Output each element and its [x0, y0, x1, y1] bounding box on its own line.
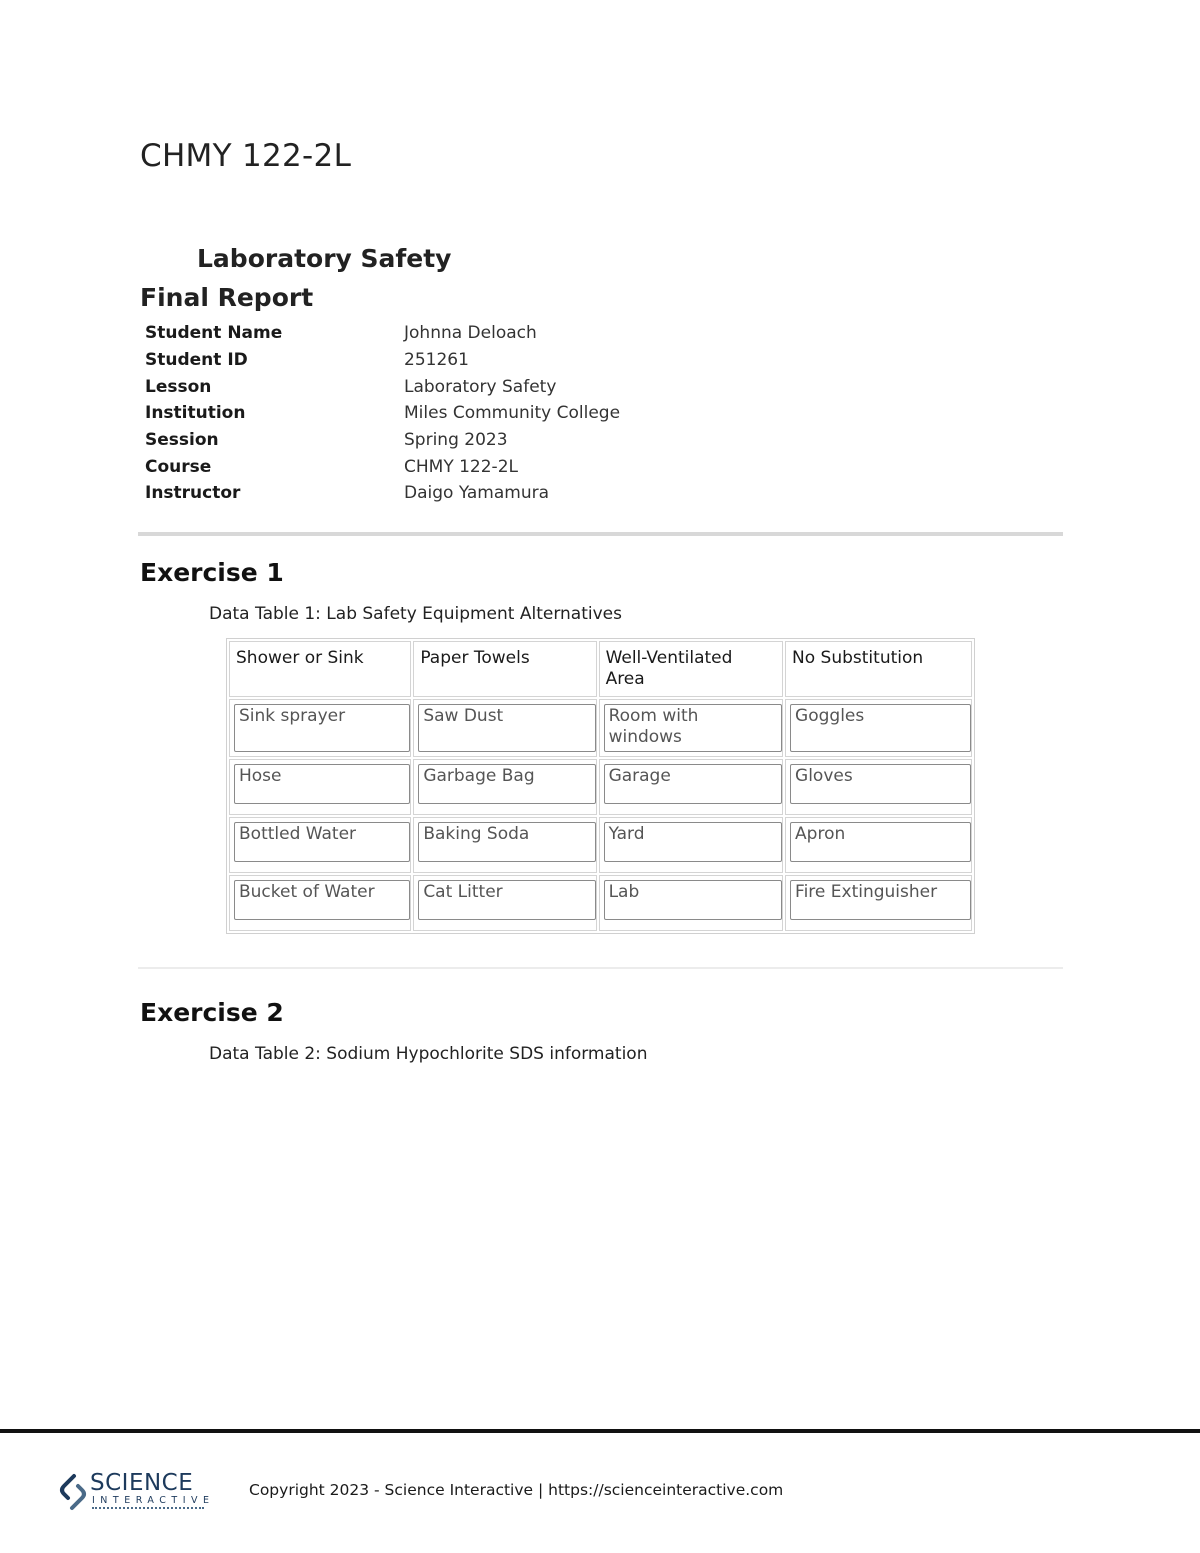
table-header-row	[229, 641, 972, 697]
info-row	[145, 453, 620, 480]
answer-field[interactable]: Garage	[604, 764, 782, 804]
table-cell	[599, 875, 783, 931]
table-cell	[229, 699, 411, 757]
exercise-1-title: Exercise 1	[140, 558, 284, 587]
info-label: Student ID	[145, 350, 248, 371]
table-cell	[229, 875, 411, 931]
logo-wordmark: SCIENCE	[90, 1470, 194, 1496]
table-cell	[599, 759, 783, 815]
section-divider	[138, 967, 1063, 969]
table-cell	[599, 699, 783, 757]
answer-field[interactable]: Cat Litter	[418, 880, 595, 920]
logo-subtitle: INTERACTIVE	[92, 1495, 215, 1506]
column-header: No Substitution	[785, 641, 972, 697]
answer-field[interactable]: Sink sprayer	[234, 704, 410, 752]
answer-field[interactable]: Room with windows	[604, 704, 782, 752]
answer-field[interactable]: Gloves	[790, 764, 971, 804]
logo-tagline	[92, 1507, 204, 1512]
lesson-title: Laboratory Safety	[197, 244, 452, 273]
report-title: Final Report	[140, 283, 314, 312]
answer-field[interactable]: Bottled Water	[234, 822, 410, 862]
table-row	[229, 699, 972, 757]
data-table-2-caption: Data Table 2: Sodium Hypochlorite SDS information	[209, 1044, 648, 1064]
answer-field[interactable]: Yard	[604, 822, 782, 862]
table-cell	[785, 759, 972, 815]
info-row	[145, 373, 620, 400]
footer-divider	[0, 1429, 1200, 1433]
answer-field[interactable]: Apron	[790, 822, 971, 862]
answer-field[interactable]: Hose	[234, 764, 410, 804]
info-label: Institution	[145, 403, 246, 424]
answer-field[interactable]: Saw Dust	[418, 704, 595, 752]
info-label: Session	[145, 430, 219, 451]
info-value: CHMY 122-2L	[404, 456, 518, 477]
copyright-text: Copyright 2023 - Science Interactive | https://scienceinteractive.com	[249, 1481, 784, 1499]
column-header: Paper Towels	[413, 641, 596, 697]
table-cell	[785, 817, 972, 873]
answer-field[interactable]: Bucket of Water	[234, 880, 410, 920]
table-cell	[785, 699, 972, 757]
table-cell	[229, 817, 411, 873]
answer-field[interactable]: Fire Extinguisher	[790, 880, 971, 920]
answer-field[interactable]: Lab	[604, 880, 782, 920]
data-table-1-caption: Data Table 1: Lab Safety Equipment Alternatives	[209, 604, 622, 624]
table-row	[229, 875, 972, 931]
science-interactive-logo	[58, 1470, 215, 1514]
info-row	[145, 400, 620, 427]
info-row	[145, 320, 620, 347]
info-row	[145, 347, 620, 374]
student-info-table	[145, 320, 620, 507]
info-value: Daigo Yamamura	[404, 483, 550, 504]
column-header: Well-Ventilated Area	[599, 641, 783, 697]
table-cell	[785, 875, 972, 931]
info-label: Student Name	[145, 323, 283, 344]
table-cell	[413, 759, 596, 815]
table-cell	[229, 759, 411, 815]
table-cell	[413, 875, 596, 931]
info-value: Johnna Deloach	[404, 323, 537, 344]
info-value: Spring 2023	[404, 430, 508, 451]
info-label: Instructor	[145, 483, 241, 504]
answer-field[interactable]: Garbage Bag	[418, 764, 595, 804]
info-value: 251261	[404, 350, 469, 371]
info-row	[145, 480, 620, 507]
info-value: Miles Community College	[404, 403, 621, 424]
course-title: CHMY 122-2L	[140, 138, 352, 174]
data-table-1	[226, 638, 975, 934]
table-cell	[413, 699, 596, 757]
info-label: Course	[145, 456, 212, 477]
answer-field[interactable]: Baking Soda	[418, 822, 595, 862]
column-header: Shower or Sink	[229, 641, 411, 697]
table-cell	[413, 817, 596, 873]
info-row	[145, 427, 620, 454]
logo-mark-icon	[58, 1472, 88, 1512]
table-cell	[599, 817, 783, 873]
info-label: Lesson	[145, 376, 212, 397]
section-divider	[138, 532, 1063, 536]
exercise-2-title: Exercise 2	[140, 998, 284, 1027]
answer-field[interactable]: Goggles	[790, 704, 971, 752]
table-row	[229, 817, 972, 873]
info-value: Laboratory Safety	[404, 376, 557, 397]
table-row	[229, 759, 972, 815]
